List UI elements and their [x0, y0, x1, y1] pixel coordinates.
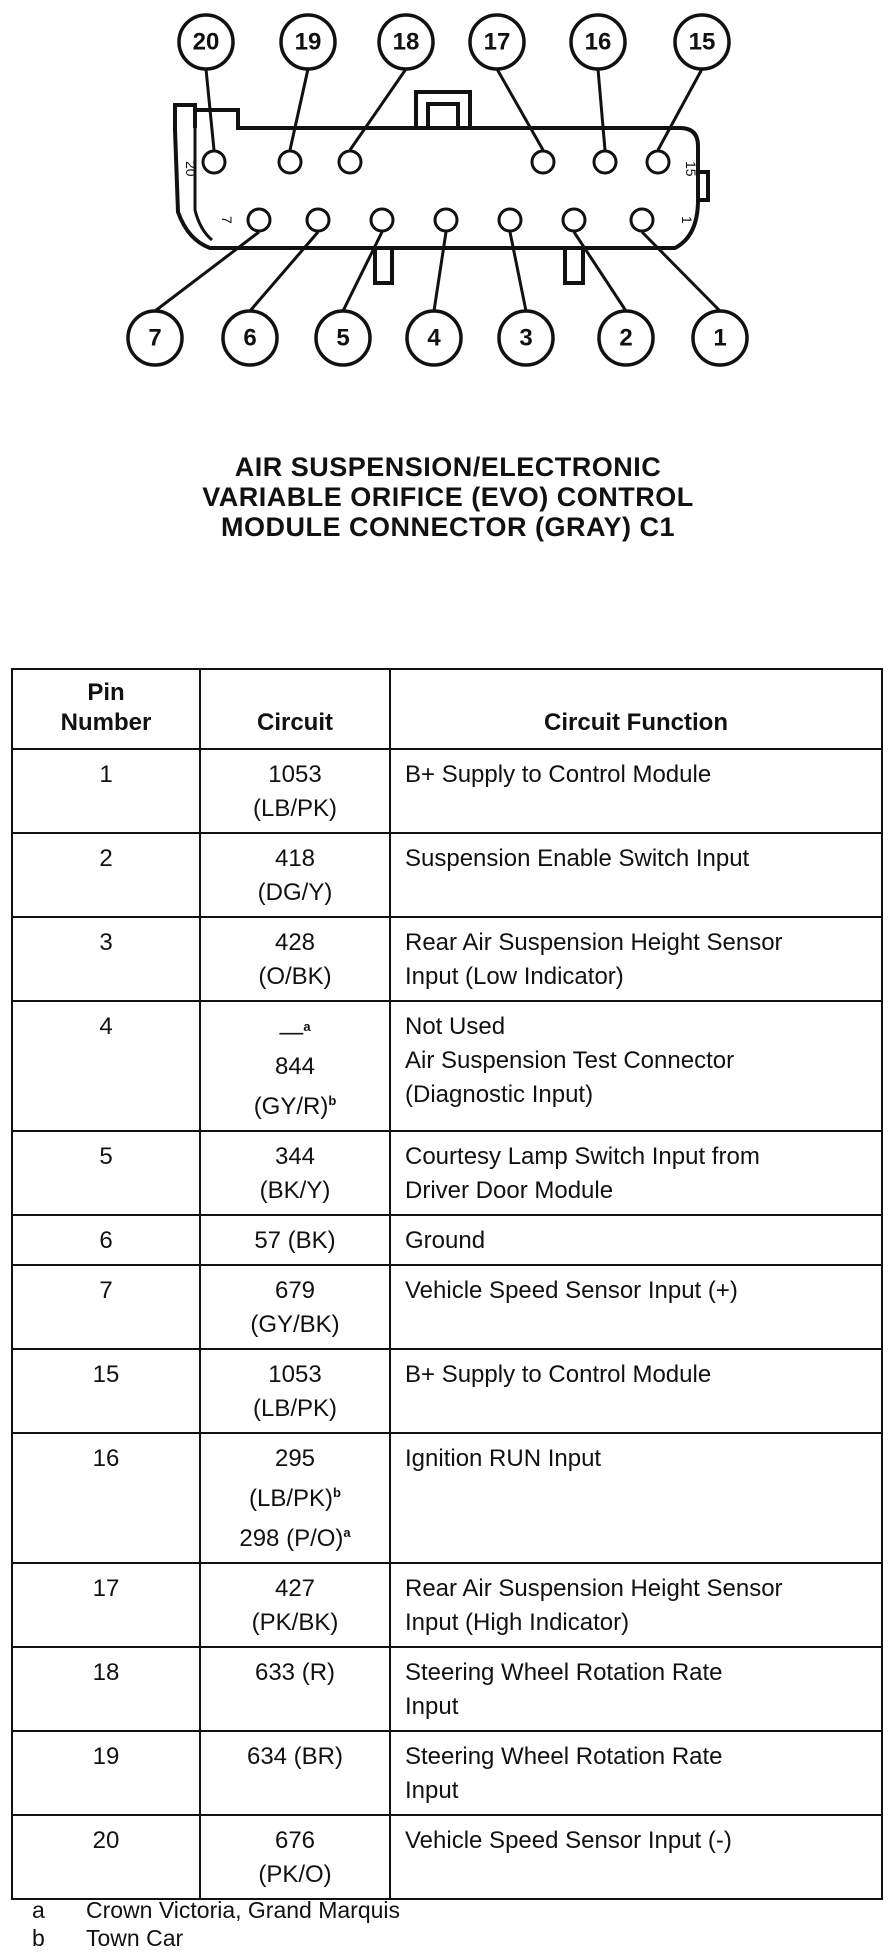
pin-socket-18	[339, 151, 361, 173]
pin-socket-2	[563, 209, 585, 231]
body-mark-15: 15	[683, 161, 699, 177]
footnote-a	[32, 1896, 400, 1924]
function-value: Not Used	[405, 1013, 506, 1040]
function-value: Steering Wheel Rotation Rate Input	[405, 1743, 723, 1804]
footnote-ref: a	[303, 1019, 311, 1034]
cell-pin-number: 4	[12, 1001, 200, 1131]
pin-socket-6	[307, 209, 329, 231]
footnote-ref: b	[333, 1485, 341, 1500]
cell-circuit	[200, 1215, 390, 1265]
table-row	[12, 1563, 882, 1647]
footnotes	[32, 1896, 400, 1952]
cell-pin-number: 1	[12, 749, 200, 833]
circuit-value: 427 (PK/BK)	[251, 1575, 339, 1636]
pin-socket-1	[631, 209, 653, 231]
pin-callout-number: 15	[688, 28, 716, 56]
pin-socket-19	[279, 151, 301, 173]
table-row	[12, 749, 882, 833]
connector-diagram	[0, 0, 896, 380]
footnote-text: Town Car	[86, 1925, 184, 1951]
pin-socket-20	[203, 151, 225, 173]
cell-circuit-function	[390, 1731, 882, 1815]
table-row	[12, 1215, 882, 1265]
leader-line	[598, 69, 605, 150]
cell-pin-number: 2	[12, 833, 200, 917]
table-row	[12, 1433, 882, 1563]
cell-circuit-function	[390, 1131, 882, 1215]
circuit-value: 1053 (LB/PK)	[252, 761, 338, 822]
circuit-value: 344 (BK/Y)	[259, 1143, 331, 1204]
connector-keyway-right	[565, 248, 583, 283]
circuit-value: 634 (BR)	[246, 1743, 344, 1770]
cell-circuit-function	[390, 749, 882, 833]
function-value: Suspension Enable Switch Input	[405, 845, 750, 872]
footnote-b	[32, 1924, 400, 1952]
cell-circuit	[200, 917, 390, 1001]
pin-socket-3	[499, 209, 521, 231]
cell-circuit	[200, 1131, 390, 1215]
function-value: Air Suspension Test Connector (Diagnostic Input)	[405, 1047, 735, 1108]
circuit-value: 1053 (LB/PK)	[252, 1361, 338, 1422]
cell-pin-number: 20	[12, 1815, 200, 1899]
circuit-value: 298 $(P/O)^a$	[239, 1525, 351, 1552]
cell-pin-number: 16	[12, 1433, 200, 1563]
table-row	[12, 917, 882, 1001]
pin-socket-15	[647, 151, 669, 173]
cell-circuit-function	[390, 1215, 882, 1265]
circuit-value: 57 (BK)	[254, 1227, 336, 1254]
circuit-value: 844 $(GY/R)^b$	[253, 1053, 337, 1120]
cell-circuit	[200, 1349, 390, 1433]
title-line: AIR SUSPENSION/ELECTRONIC	[234, 452, 662, 482]
pin-socket-16	[594, 151, 616, 173]
function-value: Courtesy Lamp Switch Input from Driver Door Module	[405, 1143, 760, 1204]
cell-circuit-function	[390, 1001, 882, 1131]
pin-callout-number: 20	[192, 28, 220, 56]
leader-line	[155, 232, 259, 311]
pin-socket-4	[435, 209, 457, 231]
circuit-value: 295 $(LB/PK)^b$	[249, 1445, 341, 1512]
circuit-value: —$^a$	[279, 1019, 311, 1046]
header-circuit-function: Circuit Function	[390, 669, 882, 749]
pin-callout-number: 1	[713, 324, 727, 352]
cell-circuit	[200, 1815, 390, 1899]
cell-circuit-function	[390, 1647, 882, 1731]
cell-circuit-function	[390, 1563, 882, 1647]
cell-circuit	[200, 1001, 390, 1131]
pin-callout-number: 3	[519, 324, 533, 352]
function-value: Ground	[405, 1227, 486, 1254]
connector-title	[0, 452, 896, 542]
cell-circuit	[200, 749, 390, 833]
pin-callout-number: 16	[584, 28, 612, 56]
table-row	[12, 1647, 882, 1731]
cell-pin-number: 18	[12, 1647, 200, 1731]
connector-keyway-left	[375, 248, 392, 283]
cell-circuit-function	[390, 1433, 882, 1563]
function-value: Rear Air Suspension Height Sensor Input (Low Indicator)	[405, 929, 783, 990]
table-header-row	[12, 669, 882, 749]
circuit-value: 633 (R)	[254, 1659, 336, 1686]
pin-callout-number: 6	[243, 324, 257, 352]
header-pin-number: Pin Number	[12, 669, 200, 749]
table-row	[12, 1815, 882, 1899]
function-value: Vehicle Speed Sensor Input (+)	[405, 1277, 738, 1304]
cell-pin-number: 7	[12, 1265, 200, 1349]
title-line: VARIABLE ORIFICE (EVO) CONTROL	[202, 482, 694, 512]
table-row	[12, 1349, 882, 1433]
cell-circuit	[200, 833, 390, 917]
function-value: Rear Air Suspension Height Sensor Input (High Indicator)	[405, 1575, 783, 1636]
connector-left-ridge	[195, 128, 212, 240]
cell-circuit	[200, 1265, 390, 1349]
body-mark-1: 1	[679, 216, 695, 224]
pin-socket-7	[248, 209, 270, 231]
function-value: Steering Wheel Rotation Rate Input	[405, 1659, 723, 1720]
footnote-marker: b	[32, 1925, 45, 1951]
footnote-ref: b	[328, 1093, 337, 1108]
cell-circuit-function	[390, 833, 882, 917]
title-line: MODULE CONNECTOR (GRAY) C1	[220, 512, 676, 542]
cell-pin-number: 3	[12, 917, 200, 1001]
function-value: B+ Supply to Control Module	[405, 1361, 712, 1388]
cell-pin-number: 15	[12, 1349, 200, 1433]
table-row	[12, 1131, 882, 1215]
function-value: Vehicle Speed Sensor Input (-)	[405, 1827, 732, 1854]
leader-line	[350, 69, 406, 150]
cell-circuit-function	[390, 1265, 882, 1349]
pin-socket-5	[371, 209, 393, 231]
leader-line	[250, 232, 318, 311]
table-row	[12, 1265, 882, 1349]
cell-pin-number: 19	[12, 1731, 200, 1815]
cell-circuit	[200, 1563, 390, 1647]
pin-callout-number: 17	[483, 28, 511, 56]
footnote-text: Crown Victoria, Grand Marquis	[86, 1897, 401, 1923]
cell-pin-number: 5	[12, 1131, 200, 1215]
body-mark-7: 7	[219, 216, 235, 224]
cell-circuit-function	[390, 1815, 882, 1899]
circuit-value: 676 (PK/O)	[258, 1827, 332, 1888]
circuit-value: 679 (GY/BK)	[250, 1277, 340, 1338]
leader-line	[290, 69, 308, 150]
footnote-marker: a	[32, 1897, 45, 1923]
pin-table	[11, 668, 883, 1900]
function-value: B+ Supply to Control Module	[405, 761, 712, 788]
pin-socket-17	[532, 151, 554, 173]
pin-callout-number: 7	[148, 324, 162, 352]
circuit-value: 428 (O/BK)	[258, 929, 332, 990]
pin-callout-number: 19	[294, 28, 322, 56]
pin-callout-number: 4	[427, 324, 441, 352]
pin-callout-number: 18	[392, 28, 420, 56]
table-row	[12, 1001, 882, 1131]
cell-circuit-function	[390, 917, 882, 1001]
cell-pin-number: 17	[12, 1563, 200, 1647]
function-value: Ignition RUN Input	[405, 1445, 602, 1472]
leader-line	[434, 232, 446, 311]
table-row	[12, 833, 882, 917]
connector-lock-tab	[416, 92, 470, 128]
cell-pin-number: 6	[12, 1215, 200, 1265]
table-row	[12, 1731, 882, 1815]
cell-circuit	[200, 1647, 390, 1731]
leader-line	[510, 232, 526, 311]
header-circuit: Circuit	[200, 669, 390, 749]
cell-circuit	[200, 1731, 390, 1815]
circuit-value: 418 (DG/Y)	[257, 845, 333, 906]
leader-line	[497, 69, 543, 150]
pin-callout-number: 2	[619, 324, 633, 352]
footnote-ref: a	[343, 1525, 351, 1540]
pin-callout-number: 5	[336, 324, 350, 352]
body-mark-20: 20	[183, 161, 199, 177]
cell-circuit-function	[390, 1349, 882, 1433]
cell-circuit	[200, 1433, 390, 1563]
